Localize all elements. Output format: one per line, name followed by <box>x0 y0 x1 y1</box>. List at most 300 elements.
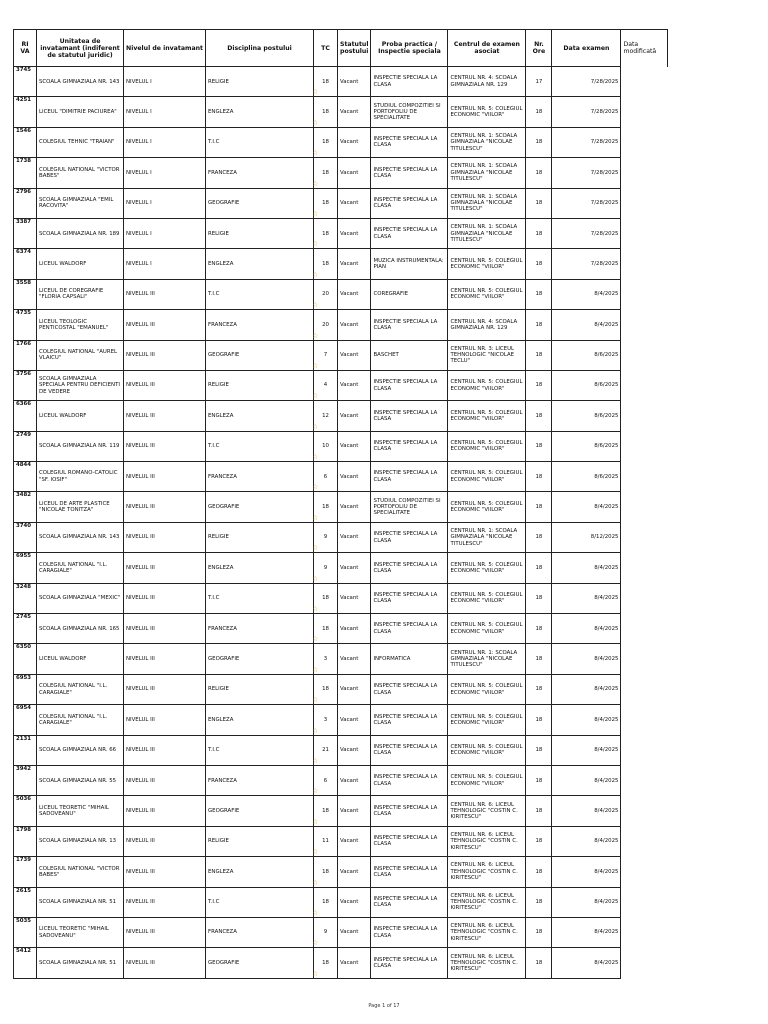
cell-id <box>14 188 37 218</box>
cell-id <box>14 158 37 188</box>
cell-center: CENTRUL NR. 1: SCOALA GIMNAZIALA "NICOLAE TITULESCU" <box>448 158 526 188</box>
tc-value: 21 <box>322 747 329 754</box>
cell-modified <box>621 188 668 218</box>
cell-hours: 18 <box>526 431 552 461</box>
tc-value: 3 <box>323 655 328 662</box>
cell-discipline: RELIGIE <box>206 674 314 704</box>
cell-unit: SCOALA GIMNAZIALA NR. 119 <box>37 431 124 461</box>
cell-tc <box>314 462 338 492</box>
cell-tc <box>314 218 338 248</box>
cell-date: 8/4/2025 <box>552 857 621 887</box>
cell-center: CENTRUL NR. 5: COLEGIUL ECONOMIC "VIILOR" <box>448 97 526 127</box>
cell-status: Vacant <box>338 614 371 644</box>
cell-discipline: RELIGIE <box>206 218 314 248</box>
cell-level: NIVELUL III <box>124 948 206 978</box>
cell-status: Vacant <box>338 674 371 704</box>
cell-test: INSPECTIE SPECIALA LA CLASA <box>371 857 448 887</box>
cell-level: NIVELUL III <box>124 462 206 492</box>
cell-unit: LICEUL WALDORF <box>37 401 124 431</box>
cell-modified <box>621 765 668 795</box>
cell-center: CENTRUL NR. 5: COLEGIUL ECONOMIC "VIILOR" <box>448 614 526 644</box>
cell-hours: 18 <box>526 735 552 765</box>
cell-modified <box>621 431 668 461</box>
cell-center: CENTRUL NR. 5: COLEGIUL ECONOMIC "VIILOR" <box>448 370 526 400</box>
cell-date: 8/4/2025 <box>552 583 621 613</box>
table-row <box>14 826 668 856</box>
cell-tc <box>314 765 338 795</box>
cell-discipline: FRANCEZA <box>206 310 314 340</box>
cell-modified <box>621 340 668 370</box>
cell-center: CENTRUL NR. 5: COLEGIUL ECONOMIC "VIILOR" <box>448 249 526 279</box>
cell-discipline: FRANCEZA <box>206 614 314 644</box>
cell-id <box>14 857 37 887</box>
cell-test: INSPECTIE SPECIALA LA CLASA <box>371 462 448 492</box>
cell-test: INSPECTIE SPECIALA LA CLASA <box>371 917 448 947</box>
cell-date: 8/4/2025 <box>552 796 621 826</box>
cell-tc <box>314 948 338 978</box>
cell-tc <box>314 887 338 917</box>
header-modified: Data modificată <box>621 30 668 67</box>
cell-center: CENTRUL NR. 1: SCOALA GIMNAZIALA "NICOLAE TITULESCU" <box>448 218 526 248</box>
cell-test: INFORMATICA <box>371 644 448 674</box>
cell-date: 8/4/2025 <box>552 735 621 765</box>
tc-value: 18 <box>322 686 329 693</box>
table-row <box>14 705 668 735</box>
cell-discipline: RELIGIE <box>206 67 314 97</box>
table-row <box>14 279 668 309</box>
cell-discipline: FRANCEZA <box>206 765 314 795</box>
cell-test: INSPECTIE SPECIALA LA CLASA <box>371 735 448 765</box>
cell-tc <box>314 158 338 188</box>
table-row <box>14 917 668 947</box>
cell-unit: SCOALA GIMNAZIALA NR. 55 <box>37 765 124 795</box>
cell-status: Vacant <box>338 644 371 674</box>
tc-value: 18 <box>322 868 329 875</box>
cell-modified <box>621 917 668 947</box>
cell-tc <box>314 857 338 887</box>
cell-hours: 18 <box>526 857 552 887</box>
cell-modified <box>621 644 668 674</box>
cell-id <box>14 735 37 765</box>
cell-center: CENTRUL NR. 6: LICEUL TEHNOLOGIC "COSTIN C. KIRITESCU" <box>448 948 526 978</box>
cell-unit: COLEGIUL NATIONAL "AUREL VLAICU" <box>37 340 124 370</box>
cell-modified <box>621 279 668 309</box>
cell-center: CENTRUL NR. 5: COLEGIUL ECONOMIC "VIILOR" <box>448 674 526 704</box>
cell-tc <box>314 310 338 340</box>
table-row <box>14 401 668 431</box>
cell-hours: 18 <box>526 522 552 552</box>
cell-center: CENTRUL NR. 5: COLEGIUL ECONOMIC "VIILOR" <box>448 401 526 431</box>
star-marker-icon: ☆ <box>312 483 319 492</box>
cell-test: INSPECTIE SPECIALA LA CLASA <box>371 431 448 461</box>
cell-center: CENTRUL NR. 1: SCOALA GIMNAZIALA "NICOLAE TITULESCU" <box>448 522 526 552</box>
table-row <box>14 158 668 188</box>
star-marker-icon: ☆ <box>312 361 319 370</box>
cell-hours: 18 <box>526 492 552 522</box>
cell-unit: SCOALA GIMNAZIALA NR. 51 <box>37 948 124 978</box>
vacancy-id: 1766 <box>16 340 32 347</box>
cell-level: NIVELUL III <box>124 887 206 917</box>
cell-level: NIVELUL I <box>124 97 206 127</box>
cell-hours: 17 <box>526 67 552 97</box>
cell-tc <box>314 674 338 704</box>
cell-level: NIVELUL I <box>124 249 206 279</box>
cell-id <box>14 279 37 309</box>
cell-test: INSPECTIE SPECIALA LA CLASA <box>371 948 448 978</box>
cell-test: COREGRAFIE <box>371 279 448 309</box>
tc-value: 7 <box>323 352 328 359</box>
cell-status: Vacant <box>338 765 371 795</box>
cell-test: INSPECTIE SPECIALA LA CLASA <box>371 218 448 248</box>
vacancy-id: 5035 <box>16 917 32 924</box>
cell-id <box>14 340 37 370</box>
star-marker-icon: ☆ <box>312 756 319 765</box>
cell-date: 8/4/2025 <box>552 887 621 917</box>
cell-unit: LICEUL DE ARTE PLASTICE "NICOLAE TONITZA" <box>37 492 124 522</box>
tc-value: 9 <box>323 534 328 541</box>
cell-tc <box>314 279 338 309</box>
cell-date: 7/28/2025 <box>552 127 621 157</box>
cell-hours: 18 <box>526 917 552 947</box>
cell-status: Vacant <box>338 97 371 127</box>
tc-value: 18 <box>322 595 329 602</box>
cell-level: NIVELUL I <box>124 158 206 188</box>
cell-test: INSPECTIE SPECIALA LA CLASA <box>371 158 448 188</box>
star-marker-icon: ☆ <box>312 392 319 401</box>
cell-level: NIVELUL III <box>124 310 206 340</box>
cell-tc <box>314 583 338 613</box>
vacancy-id: 4844 <box>16 462 32 469</box>
cell-hours: 18 <box>526 370 552 400</box>
cell-unit: SCOALA GIMNAZIALA NR. 165 <box>37 614 124 644</box>
vacancy-id: 2749 <box>16 431 32 438</box>
cell-status: Vacant <box>338 948 371 978</box>
table-body <box>14 67 668 979</box>
vacancy-id: 2131 <box>16 735 32 742</box>
cell-hours: 18 <box>526 127 552 157</box>
cell-status: Vacant <box>338 553 371 583</box>
table-row <box>14 887 668 917</box>
cell-discipline: ENGLEZA <box>206 553 314 583</box>
star-marker-icon: ☆ <box>312 270 319 279</box>
cell-hours: 18 <box>526 97 552 127</box>
cell-center: CENTRUL NR. 4: SCOALA GIMNAZIALA NR. 129 <box>448 67 526 97</box>
table-row <box>14 127 668 157</box>
cell-discipline: GEOGRAFIE <box>206 340 314 370</box>
cell-level: NIVELUL III <box>124 826 206 856</box>
vacancy-id: 5412 <box>16 948 32 955</box>
cell-hours: 18 <box>526 765 552 795</box>
cell-modified <box>621 796 668 826</box>
tc-value: 18 <box>322 230 329 237</box>
table-row <box>14 796 668 826</box>
cell-status: Vacant <box>338 279 371 309</box>
cell-unit: LICEUL WALDORF <box>37 249 124 279</box>
cell-discipline: RELIGIE <box>206 522 314 552</box>
star-marker-icon: ☆ <box>312 240 319 249</box>
cell-test: INSPECTIE SPECIALA LA CLASA <box>371 796 448 826</box>
header-date: Data examen <box>552 30 621 67</box>
table-row <box>14 218 668 248</box>
cell-test: INSPECTIE SPECIALA LA CLASA <box>371 765 448 795</box>
cell-status: Vacant <box>338 249 371 279</box>
star-marker-icon: ☆ <box>312 118 319 127</box>
cell-tc <box>314 188 338 218</box>
cell-modified <box>621 401 668 431</box>
cell-status: Vacant <box>338 917 371 947</box>
cell-hours: 18 <box>526 218 552 248</box>
cell-date: 8/4/2025 <box>552 279 621 309</box>
cell-test: INSPECTIE SPECIALA LA CLASA <box>371 67 448 97</box>
cell-status: Vacant <box>338 796 371 826</box>
cell-level: NIVELUL I <box>124 218 206 248</box>
cell-date: 8/12/2025 <box>552 522 621 552</box>
cell-date: 7/28/2025 <box>552 249 621 279</box>
table-row <box>14 340 668 370</box>
cell-unit: SCOALA GIMNAZIALA NR. 189 <box>37 218 124 248</box>
cell-level: NIVELUL III <box>124 553 206 583</box>
cell-hours: 18 <box>526 583 552 613</box>
cell-date: 8/4/2025 <box>552 948 621 978</box>
cell-unit: LICEUL WALDORF <box>37 644 124 674</box>
cell-tc <box>314 522 338 552</box>
cell-hours: 18 <box>526 462 552 492</box>
cell-hours: 18 <box>526 158 552 188</box>
table-row <box>14 67 668 97</box>
cell-unit: LICEUL DE COREGRAFIE "FLORIA CAPSALI" <box>37 279 124 309</box>
star-marker-icon: ☆ <box>312 726 319 735</box>
vacancy-id: 3740 <box>16 522 32 529</box>
header-row <box>14 30 668 67</box>
cell-hours: 18 <box>526 340 552 370</box>
cell-hours: 18 <box>526 279 552 309</box>
cell-tc <box>314 796 338 826</box>
cell-status: Vacant <box>338 67 371 97</box>
cell-modified <box>621 127 668 157</box>
header-unit: Unitatea de invatamant (indiferent de statutul juridic) <box>37 30 124 67</box>
star-marker-icon: ☆ <box>312 908 319 917</box>
star-marker-icon: ☆ <box>312 605 319 614</box>
cell-tc <box>314 492 338 522</box>
vacancy-id: 1546 <box>16 127 32 134</box>
tc-value: 18 <box>322 139 329 146</box>
cell-date: 8/4/2025 <box>552 310 621 340</box>
tc-value: 18 <box>322 899 329 906</box>
tc-value: 11 <box>322 838 329 845</box>
cell-hours: 18 <box>526 887 552 917</box>
cell-modified <box>621 158 668 188</box>
vacancy-id: 3942 <box>16 765 32 772</box>
cell-discipline: ENGLEZA <box>206 249 314 279</box>
table-row <box>14 614 668 644</box>
cell-date: 8/6/2025 <box>552 431 621 461</box>
cell-date: 8/4/2025 <box>552 614 621 644</box>
cell-status: Vacant <box>338 492 371 522</box>
cell-modified <box>621 583 668 613</box>
cell-id <box>14 401 37 431</box>
tc-value: 10 <box>322 443 329 450</box>
cell-tc <box>314 735 338 765</box>
cell-status: Vacant <box>338 401 371 431</box>
cell-tc <box>314 370 338 400</box>
vacancy-id: 1798 <box>16 826 32 833</box>
cell-date: 8/6/2025 <box>552 462 621 492</box>
tc-value: 18 <box>322 169 329 176</box>
table-row <box>14 735 668 765</box>
cell-center: CENTRUL NR. 5: COLEGIUL ECONOMIC "VIILOR" <box>448 279 526 309</box>
cell-modified <box>621 948 668 978</box>
vacancy-id: 2615 <box>16 887 32 894</box>
cell-tc <box>314 97 338 127</box>
cell-id <box>14 826 37 856</box>
cell-discipline: T.I.C <box>206 583 314 613</box>
cell-level: NIVELUL III <box>124 857 206 887</box>
cell-modified <box>621 249 668 279</box>
cell-status: Vacant <box>338 370 371 400</box>
star-marker-icon: ☆ <box>312 453 319 462</box>
cell-level: NIVELUL III <box>124 522 206 552</box>
table-row <box>14 522 668 552</box>
vacancy-id: 3482 <box>16 492 32 499</box>
cell-date: 8/4/2025 <box>552 917 621 947</box>
cell-center: CENTRUL NR. 1: SCOALA GIMNAZIALA "NICOLAE TITULESCU" <box>448 127 526 157</box>
cell-test: STUDIUL COMPOZITIEI SI PORTOFOLIU DE SPECIALITATE <box>371 492 448 522</box>
cell-center: CENTRUL NR. 5: COLEGIUL ECONOMIC "VIILOR" <box>448 553 526 583</box>
cell-date: 8/6/2025 <box>552 340 621 370</box>
star-marker-icon: ☆ <box>312 817 319 826</box>
cell-unit: SCOALA GIMNAZIALA NR. 51 <box>37 887 124 917</box>
cell-hours: 18 <box>526 310 552 340</box>
cell-unit: SCOALA GIMNAZIALA NR. 143 <box>37 522 124 552</box>
cell-level: NIVELUL III <box>124 765 206 795</box>
cell-modified <box>621 735 668 765</box>
cell-test: INSPECTIE SPECIALA LA CLASA <box>371 583 448 613</box>
cell-date: 8/6/2025 <box>552 370 621 400</box>
cell-status: Vacant <box>338 735 371 765</box>
cell-discipline: ENGLEZA <box>206 401 314 431</box>
star-marker-icon: ☆ <box>312 331 319 340</box>
star-marker-icon: ☆ <box>312 422 319 431</box>
cell-discipline: T.I.C <box>206 735 314 765</box>
cell-level: NIVELUL III <box>124 401 206 431</box>
table-row <box>14 370 668 400</box>
cell-hours: 18 <box>526 705 552 735</box>
cell-date: 7/28/2025 <box>552 158 621 188</box>
star-marker-icon: ☆ <box>312 665 319 674</box>
tc-value: 3 <box>323 716 328 723</box>
cell-discipline: GEOGRAFIE <box>206 644 314 674</box>
header-level: Nivelul de invatamant <box>124 30 206 67</box>
cell-tc <box>314 644 338 674</box>
vacancy-id: 6350 <box>16 644 32 651</box>
vacancy-id: 1739 <box>16 857 32 864</box>
cell-discipline: T.I.C <box>206 127 314 157</box>
cell-unit: SCOALA GIMNAZIALA NR. 66 <box>37 735 124 765</box>
cell-id <box>14 67 37 97</box>
vacancy-id: 6374 <box>16 249 32 256</box>
cell-hours: 18 <box>526 948 552 978</box>
cell-id <box>14 522 37 552</box>
cell-test: INSPECTIE SPECIALA LA CLASA <box>371 370 448 400</box>
cell-modified <box>621 67 668 97</box>
cell-id <box>14 583 37 613</box>
cell-status: Vacant <box>338 462 371 492</box>
star-marker-icon: ☆ <box>312 513 319 522</box>
cell-id <box>14 948 37 978</box>
vacancy-id: 3756 <box>16 370 32 377</box>
cell-status: Vacant <box>338 431 371 461</box>
cell-test: BASCHET <box>371 340 448 370</box>
star-marker-icon: ☆ <box>312 635 319 644</box>
cell-level: NIVELUL III <box>124 614 206 644</box>
cell-level: NIVELUL III <box>124 705 206 735</box>
table-row <box>14 431 668 461</box>
cell-tc <box>314 917 338 947</box>
cell-modified <box>621 97 668 127</box>
cell-test: STUDIUL COMPOZITIEI SI PORTOFOLIU DE SPECIALITATE <box>371 97 448 127</box>
table-row <box>14 644 668 674</box>
cell-unit: COLEGIUL NATIONAL "VICTOR BABES" <box>37 857 124 887</box>
table-row <box>14 188 668 218</box>
cell-date: 8/4/2025 <box>552 674 621 704</box>
cell-tc <box>314 614 338 644</box>
cell-discipline: FRANCEZA <box>206 158 314 188</box>
tc-value: 18 <box>322 260 329 267</box>
cell-level: NIVELUL III <box>124 644 206 674</box>
star-marker-icon: ☆ <box>312 969 319 978</box>
table-row <box>14 765 668 795</box>
cell-unit: LICEUL TEOLOGIC PENTICOSTAL "EMANUEL" <box>37 310 124 340</box>
cell-modified <box>621 614 668 644</box>
cell-id <box>14 127 37 157</box>
star-marker-icon: ☆ <box>312 149 319 158</box>
cell-center: CENTRUL NR. 6: LICEUL TEHNOLOGIC "COSTIN C. KIRITESCU" <box>448 796 526 826</box>
cell-discipline: GEOGRAFIE <box>206 188 314 218</box>
cell-status: Vacant <box>338 127 371 157</box>
cell-status: Vacant <box>338 887 371 917</box>
cell-discipline: RELIGIE <box>206 370 314 400</box>
cell-level: NIVELUL III <box>124 340 206 370</box>
cell-tc <box>314 67 338 97</box>
cell-status: Vacant <box>338 583 371 613</box>
cell-id <box>14 462 37 492</box>
header-tc: TC <box>314 30 338 67</box>
vacancy-id: 3745 <box>16 67 32 73</box>
tc-value: 6 <box>323 777 328 784</box>
cell-center: CENTRUL NR. 6: LICEUL TEHNOLOGIC "COSTIN C. KIRITESCU" <box>448 917 526 947</box>
cell-date: 8/4/2025 <box>552 705 621 735</box>
header-test: Proba practica / Inspectie speciala <box>371 30 448 67</box>
vacancy-id: 6366 <box>16 401 32 408</box>
cell-modified <box>621 553 668 583</box>
cell-modified <box>621 462 668 492</box>
vacancy-id: 2796 <box>16 188 32 195</box>
tc-value: 9 <box>323 564 328 571</box>
cell-level: NIVELUL III <box>124 674 206 704</box>
cell-modified <box>621 826 668 856</box>
cell-date: 7/28/2025 <box>552 218 621 248</box>
cell-id <box>14 553 37 583</box>
cell-status: Vacant <box>338 340 371 370</box>
cell-modified <box>621 218 668 248</box>
cell-modified <box>621 492 668 522</box>
cell-modified <box>621 522 668 552</box>
cell-discipline: FRANCEZA <box>206 462 314 492</box>
cell-date: 8/4/2025 <box>552 765 621 795</box>
cell-hours: 18 <box>526 188 552 218</box>
page-number: Page 1 of 17 <box>368 1003 400 1009</box>
cell-test: INSPECTIE SPECIALA LA CLASA <box>371 127 448 157</box>
